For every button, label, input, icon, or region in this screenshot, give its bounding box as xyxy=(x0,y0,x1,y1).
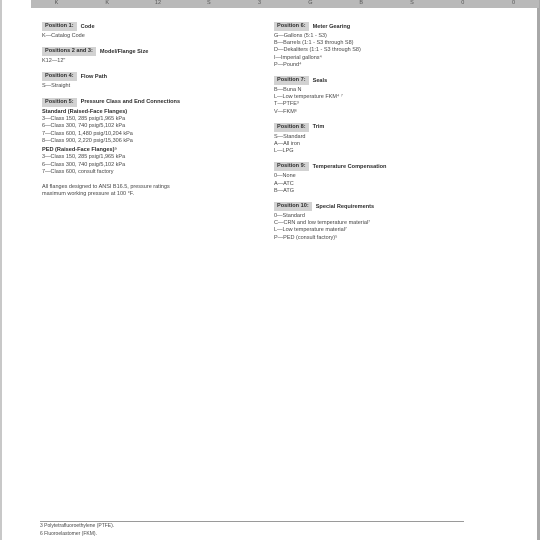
option-line: G—Gallons (5:1 - S3) xyxy=(274,33,327,39)
option-line: P—Pound⁴ xyxy=(274,61,302,68)
option-line: I—Imperial gallons⁴ xyxy=(274,54,322,61)
option-line: B—Barrels (1:1 - S3 through S8) xyxy=(274,40,354,47)
code-cell: 3 xyxy=(258,0,262,6)
code-cell: K xyxy=(105,0,110,6)
option-line: 3—Class 150, 285 psig/1,965 kPa xyxy=(42,116,126,123)
option-line: A—All iron xyxy=(274,141,300,148)
position-tag: Position 8: xyxy=(274,123,309,132)
option-line: 6—Class 300, 740 psig/5,102 kPa xyxy=(42,161,126,168)
option-line: 0—None xyxy=(274,173,296,180)
position-title: Seals xyxy=(312,77,328,84)
position-title: Temperature Compensation xyxy=(312,163,387,170)
position-heading xyxy=(274,123,484,132)
option-line: S—Straight xyxy=(42,83,71,90)
position-heading xyxy=(274,22,484,31)
option-line: 0—Standard xyxy=(274,213,305,220)
position-title: Trim xyxy=(312,124,325,131)
option-line: K—Catalog Code xyxy=(42,33,85,39)
position-tag: Position 7: xyxy=(274,76,309,85)
model-code-bar xyxy=(31,0,539,8)
option-line: K12—12" xyxy=(42,58,66,65)
option-line: C—CRN and low temperature material⁷ xyxy=(274,220,371,227)
code-cell: 12 xyxy=(154,0,162,6)
option-line: L—Low temperature FKM⁴ ⁷ xyxy=(274,94,343,101)
code-cell: S xyxy=(206,0,211,6)
option-line: 8—Class 900, 2,220 psig/15,306 kPa xyxy=(42,137,133,144)
option-line: 7—Class 600, 1,480 psig/10,204 kPa xyxy=(42,130,133,137)
option-line: B—ATG xyxy=(274,187,295,194)
position-heading xyxy=(42,98,252,107)
code-cell: K xyxy=(54,0,59,6)
position-10-block xyxy=(274,202,484,242)
option-line: V—FKM⁶ xyxy=(274,108,298,115)
flange-note: All flanges designed to ANSI B16.5, pressure ratings maximum working pressure at 100 °F. xyxy=(42,184,170,198)
option-line: A—ATC xyxy=(274,180,294,187)
position-title: Code xyxy=(80,23,95,30)
footnote: 6 Fluoroelastomer (FKM). xyxy=(40,530,97,537)
position-tag: Position 5: xyxy=(42,98,77,107)
option-line: P—PED (consult factory)⁵ xyxy=(274,234,338,241)
option-line: 6—Class 300, 740 psig/5,102 kPa xyxy=(42,123,126,130)
position-heading xyxy=(274,162,484,171)
position-1-block xyxy=(42,22,252,40)
position-heading xyxy=(274,202,484,211)
position-heading xyxy=(274,76,484,85)
position-9-block xyxy=(274,162,484,195)
position-heading xyxy=(42,22,252,31)
position-tag: Position 6: xyxy=(274,22,309,31)
position-heading xyxy=(42,72,252,81)
position-2-3-block xyxy=(42,47,252,65)
position-tag: Position 10: xyxy=(274,202,312,211)
code-cell: 0 xyxy=(512,0,516,6)
position-tag: Position 9: xyxy=(274,162,309,171)
option-line: 7—Class 600, consult factory xyxy=(42,168,114,175)
group-heading: Standard (Raised-Face Flanges) xyxy=(42,108,128,115)
position-title: Model/Flange Size xyxy=(99,48,149,55)
option-line: T—PTFE³ xyxy=(274,101,299,108)
code-cell: S xyxy=(410,0,414,6)
code-cell: B xyxy=(359,0,364,6)
left-column xyxy=(42,22,252,198)
position-5-block xyxy=(42,98,252,176)
position-4-block xyxy=(42,72,252,90)
position-heading xyxy=(42,47,252,56)
footnote: 3 Polytetrafluoroethylene (PTFE). xyxy=(40,523,115,529)
code-cell: 0 xyxy=(461,0,465,6)
position-title: Pressure Class and End Connections xyxy=(80,99,181,106)
option-line: L—Low temperature material⁷ xyxy=(274,227,347,234)
right-column xyxy=(274,22,484,249)
code-cell: G xyxy=(308,0,313,6)
position-tag: Position 4: xyxy=(42,72,77,81)
option-line: L—LPG xyxy=(274,148,294,155)
position-tag: Position 1: xyxy=(42,22,77,31)
page-edge-left xyxy=(0,0,2,540)
position-8-block xyxy=(274,123,484,156)
group-heading: PED (Raised-Face Flanges)⁵ xyxy=(42,146,118,153)
option-line: S—Standard xyxy=(274,133,306,140)
option-line: D—Dekaliters (1:1 - S3 through S8) xyxy=(274,47,361,54)
position-7-block xyxy=(274,76,484,116)
position-title: Flow Path xyxy=(80,73,108,80)
position-tag: Positions 2 and 3: xyxy=(42,47,96,56)
option-line: 3—Class 150, 285 psig/1,965 kPa xyxy=(42,154,126,161)
position-6-block xyxy=(274,22,484,69)
footnotes xyxy=(40,521,464,537)
option-line: B—Buna N xyxy=(274,87,302,94)
position-title: Meter Gearing xyxy=(312,23,351,30)
position-title: Special Requirements xyxy=(315,203,375,210)
